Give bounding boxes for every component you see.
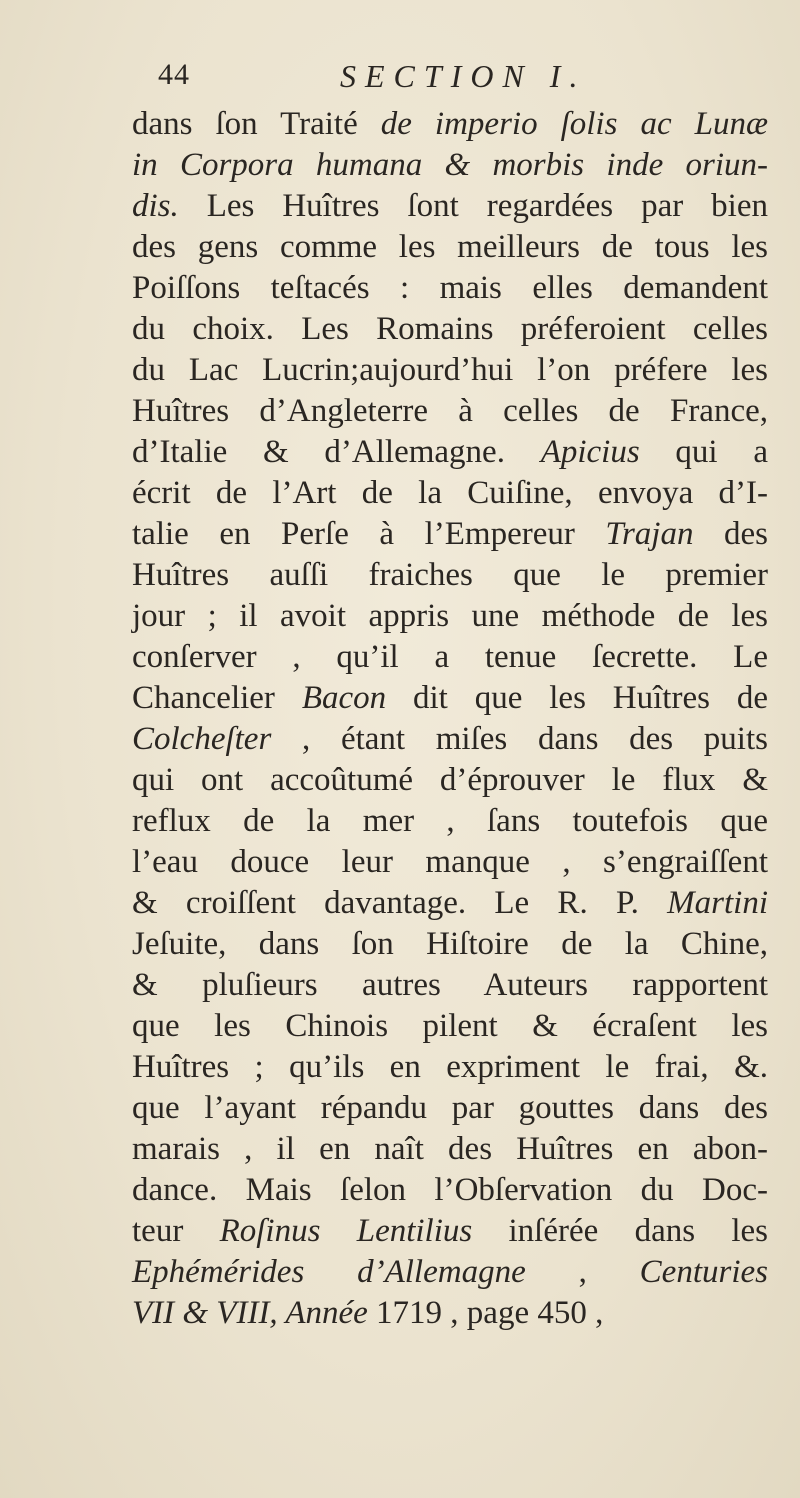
text-line xyxy=(132,637,768,678)
text-run: Huîtres ; qu’ils en expriment le frai, &. xyxy=(132,1049,768,1085)
text-run: , étant miſes dans des puits xyxy=(271,721,768,757)
text-line xyxy=(132,1006,768,1047)
italic-text: Bacon xyxy=(301,680,387,716)
italic-text: Roſinus Lentilius xyxy=(219,1213,473,1249)
text-run: Huîtres auſſi fraiches que le premier xyxy=(132,557,768,593)
text-line xyxy=(132,309,768,350)
italic-text: dis. xyxy=(132,188,179,224)
text-line xyxy=(132,1211,768,1252)
text-line xyxy=(132,1129,768,1170)
italic-text: Ephémérides d’Allemagne xyxy=(132,1254,526,1290)
text-run: jour ; il avoit appris une méthode de les xyxy=(132,598,768,634)
text-run: que les Chinois pilent & écraſent les xyxy=(132,1008,768,1044)
text-line xyxy=(132,227,768,268)
text-run: Huîtres d’Angleterre à celles de France, xyxy=(132,393,768,429)
text-run: des gens comme les meilleurs de tous les xyxy=(132,229,768,265)
text-run: Chancelier xyxy=(132,680,302,716)
text-run: l’eau douce leur manque , s’engraiſſent xyxy=(132,844,768,880)
text-line xyxy=(132,104,768,145)
text-line xyxy=(132,186,768,227)
text-line xyxy=(132,1252,768,1293)
text-run: Les Huîtres ſont regardées par bien xyxy=(178,188,768,224)
text-line xyxy=(132,555,768,596)
text-line xyxy=(132,801,768,842)
text-line xyxy=(132,924,768,965)
text-line xyxy=(132,1047,768,1088)
text-line xyxy=(132,883,768,924)
text-run: qui a xyxy=(639,434,768,470)
italic-text: Centuries xyxy=(639,1254,768,1290)
italic-text: de imperio ſolis ac Lunæ xyxy=(380,106,768,142)
text-run: & pluſieurs autres Auteurs rapportent xyxy=(132,967,768,1003)
text-run: marais , il en naît des Huîtres en abon- xyxy=(132,1131,768,1167)
text-run: dance. Mais ſelon l’Obſervation du Doc- xyxy=(132,1172,768,1208)
text-line xyxy=(132,965,768,1006)
page-number: 44 xyxy=(158,58,190,91)
text-line xyxy=(132,842,768,883)
text-line xyxy=(132,514,768,555)
text-run: reflux de la mer , ſans toutefois que xyxy=(132,803,768,839)
text-run: Poiſſons teſtacés : mais elles demandent xyxy=(132,270,768,306)
text-line xyxy=(132,1293,768,1334)
text-run: Jeſuite, dans ſon Hiſtoire de la Chine, xyxy=(132,926,768,962)
text-run: du Lac Lucrin;aujourd’hui l’on préfere les xyxy=(132,352,768,388)
italic-text: Colcheſter xyxy=(132,721,272,757)
page-header xyxy=(158,58,778,106)
text-line xyxy=(132,1088,768,1129)
text-run: des xyxy=(693,516,768,552)
text-line xyxy=(132,473,768,514)
italic-text: Apicius xyxy=(540,434,640,470)
text-line xyxy=(132,678,768,719)
text-run: du choix. Les Romains préferoient celles xyxy=(132,311,768,347)
text-line xyxy=(132,432,768,473)
text-line xyxy=(132,596,768,637)
text-run: 1719 , page 450 , xyxy=(367,1295,604,1331)
text-line xyxy=(132,268,768,309)
italic-text: Martini xyxy=(667,885,768,921)
text-run: & croiſſent davantage. Le R. P. xyxy=(132,885,668,921)
text-line xyxy=(132,350,768,391)
text-run: conſerver , qu’il a tenue ſecrette. Le xyxy=(132,639,768,675)
text-line xyxy=(132,391,768,432)
italic-text: Trajan xyxy=(605,516,694,552)
text-run: que l’ayant répandu par gouttes dans des xyxy=(132,1090,768,1126)
italic-text: in Corpora humana & morbis inde oriun- xyxy=(132,147,768,183)
text-line xyxy=(132,145,768,186)
text-run: dit que les Huîtres de xyxy=(386,680,768,716)
text-run: , xyxy=(525,1254,640,1290)
text-line xyxy=(132,1170,768,1211)
text-run: d’Italie & d’Allemagne. xyxy=(132,434,541,470)
text-run: qui ont accoûtumé d’éprouver le flux & xyxy=(132,762,768,798)
italic-text: VII & VIII, Année xyxy=(132,1295,368,1331)
running-head: SECTION I. xyxy=(340,58,587,94)
text-run: dans ſon Traité xyxy=(132,106,381,142)
text-run: teur xyxy=(132,1213,220,1249)
text-run: talie en Perſe à l’Empereur xyxy=(132,516,606,552)
text-run: inſérée dans les xyxy=(472,1213,768,1249)
body-text xyxy=(132,104,768,1334)
text-run: écrit de l’Art de la Cuiſine, envoya d’I- xyxy=(132,475,768,511)
text-line xyxy=(132,760,768,801)
text-line xyxy=(132,719,768,760)
